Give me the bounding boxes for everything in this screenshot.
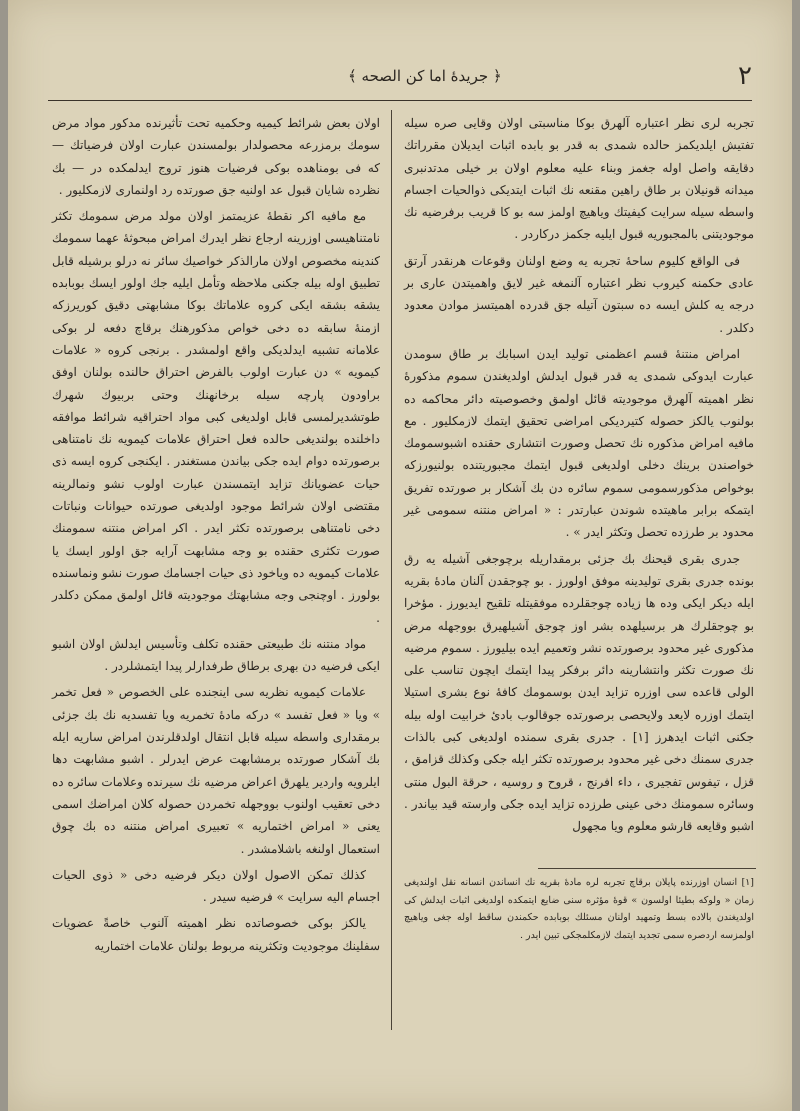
paragraph: امراض منتنهٔ قسم اعظمنى توليد ايدن اسبابك بر طاق سومدن عبارت ايدوكى شمدى يه قدر قبول ايدلش اولديغندن سموم مذكورهٔ نظر اهميته آلهرق موجوديته قائل اولمق وخصوصيته دائر محاكمه ده بولنوب يالكز حصوله كتيرديكى امراضى تحقيق ايتمك لازمكليور . مع مافيه امراض مذكوره نك تحصل وصورت انتشارى حقنده اشبوسمومك خواصندن برينك دخلى اولديغى قبول ايتمك مجبوريتنده بولنيورزكه بوخواص مذكورسمومى سموم سائره دن بك آشكار بر صورتده تفريق ايتمكه برابر ماهيتده شوندن عبارتدر : « امراض منتنه سمومى غير محدود بر طرزده تحصل وتكثر ايدر » . xyxy=(404,346,754,540)
paragraph: فى الواقع كليوم ساحهٔ تجربه يه وضع اولنان وقوعات هرنقدر آرتق عادى حكمنه كيروب نظر اعتباره آلنمغه غير لايق واهميتدن عارى بر درجه يه كلش ايسه ده سبتون آتيله جق قدرده اهميتسز موادن معدود دكلدر . xyxy=(404,253,754,335)
column-divider xyxy=(391,110,392,1030)
paragraph: جدرى بقرى قيحنك بك جزئى برمقداريله برچوجغى آشيله يه رق بونده جدرى بقرى توليدينه موفق اولورز . بو چوجقدن آلنان مادهٔ بقريه ايله ديكر ايكى وده ها زياده چوجقلرده موفقيتله تلقيح ايديورز . مؤخرا بو چوجقلرك هر برسيلهده بشر اوز چوجق آشيلهيرق بووجهله مرض مذكورى غير محدود برصورتده نشر وتعميم ايده بيليورز . سموم مرضيه نك صورت تكثر وانتشارينه دائر برفكر پيدا ايتمك ايچون تناسب على الولى قاعده سى اوزره تزايد ايدن بوسمومك كافهٔ نوع بشرى استيلا ايتمك اوزره لايعد ولايحصى برصورتده جوقالوب بادىٔ خرابيت اوله بيله جكنى اثبات ايدهرز [١] . جدرى بقرى سمنده اولديغى كبى بالذات جدرى سمنك دخى غير محدود برصورتده تكثر ايله جكى وكذلك قزامق ، قزل ، تيفوس تفجيرى ، داء افرنج ، قروح و روسيه ، حرقة البول منتى وسائره سمومنك دخى عينى طرزده تزايد ايده جكى وارسته قيد بياندر . اشبو وقايعه قارشو معلوم ويا مجهول xyxy=(404,551,755,834)
right-column xyxy=(404,112,754,842)
page-header xyxy=(48,56,752,96)
paragraph: علامات كيمويه نظريه سى اينجنده على الخصوص « فعل تخمر » ويا « فعل تفسد » دركه مادهٔ تخمريه ويا تفسديه نك بك جزئى برمقدارى واسطه سيله قابل انتقال اولدقلرندن امراض ساريه ايله بك آشكار صورتده برمشابهت عرض ايدرلر . اشبو مشابهت دها ايلرويه واردير يلهرق اعراض مرضيه نك سيرنده وعلامات سائره ده دخى تعقيب اولنوب بووجهله تخمردن حصوله كلان امراضك اسمى يعنى « امراض اختماريه » تعبيرى امراض منتنه ده بك چوق استعمال اولنغه باشلامشدر . xyxy=(52,685,380,856)
footnote-rule xyxy=(538,868,756,869)
footnote-text: [١] انسان اوزرنده پايلان برقاچ تجربه لره مادهٔ بقريه نك انساندن انسانه نقل اولنديغى زمان « ولوكه بطيئا اولسون » قوهٔ مؤثره سنى ضايع ايتمكده اولديغى اثبات ايدلش كى اولديغندن بالاده بسط وتمهيد اولنان مسئلك بوبابده حكمندن ساقط اوله جغى وياهيچ اولمزسه اردصره سمى تجديد ايتمك لازمكلمجكى تبين ايدر . xyxy=(404,877,754,941)
footnote xyxy=(404,874,754,944)
running-title: ﴿ جريدهٔ اما كن الصحه ﴾ xyxy=(348,67,502,85)
newspaper-page xyxy=(8,0,792,1111)
paragraph: تجربه لرى نظر اعتباره آلهرق بوكا مناسبتى اولان وقايى صره سيله تفتيش ايلديكمز حالده شمدى به قدر بو بابده اثبات ايديلان مقرراتك دقايقه واصل اوله جغمز وبناء عليه معلوم اولان بر خيلى مدتدنبرى ميدانه قونيلان بر طاق راهين مقنعه نك اثبات ايتديكى ذوالحيات اجسام واسطه سيله سرايت كيفيتك وياهيچ اولمز سه بو كا قريب برفرضيه نك موجوديتنى بالمجبوريه قبول ايليه جكمز دركاردر . xyxy=(404,116,754,242)
page-number: ٢ xyxy=(738,61,752,91)
paragraph: اولان بعض شرائط كيميه وحكميه تحت تأثيرنده مدكور مواد مرض سومك برمزرعه محصولدار بولمسندن عبارت اولان فرضياتك — كه فى بومناهده بوكى فرضيات هنوز تروج ايدلمكده در — بك نظرده شايان قبول عد اولنيه جق صورتده رد اولنمارى لازمكليور . xyxy=(52,116,380,197)
paragraph: مع مافيه اكر نقطهٔ عزيمتمز اولان مولد مرض سمومك تكثر نامتناهيسى اوزرينه ارجاع نظر ايدرك امراض مبحوثهٔ عهما سمومك كندينه مخصوص اولان مارالذكر خواصيك سائر نه درلو برشيله قابل تطبيق اوله بيله جكنى ملاحظه وتأمل ايليه جك اولور ايسك بوبابده يشقه بشقه ايكى كروه علاماتك بوكا مشابهتى دقيق كوريرزكه ازمنهٔ سابقه ده دخى خواص مذكورهنك برقاچ دفعه لر بوكى علامانه تشبيه ايدلديكى واقع اولمشدر . برنجى كروه « علامات كيمويه » دن عبارت اولوب بالفرض احتراق حالنده بولنان اوفق براودون پارچه سيله برخانهنك وحتى بربيوك شهرك طوتشديرلمسى قابل اولديغى كبى مواد احتراقيه شرائط موافقه داخلنده بولنديغى حالده فعل احتراق علامات كيمويه نك نامتناهى برصورتده دوام ايده جكى بياندن مستغندر . ايكنجى كروه ايسه ذى حيات عضويانك تزايد ايتمسندن عبارت اولوب نشو ونمالرينه مقتضى اولان شرائط موجود اولديغى صورتده حيوانات ونباتات دخى نامتناهى برصورتده تكثر ايدر . اكر امراض منتنه سمومنك صورت تكثرى حقنده بو وجه مشابهت آرايه جق اولور ايسك يا علامات كيمويه ده وياخود ذى حيات اجسامك صورت نشو ونماسنده بولورز . اوچنجى وجه مشابهتك موجوديته قائل اولمق ممكن دكلدر . xyxy=(52,209,380,625)
left-column xyxy=(52,112,380,961)
paragraph: مواد منتنه نك طبيعتى حقنده تكلف وتأسيس ايدلش اولان اشبو ايكى فرضيه دن بهرى برطاق طرفدارلر پيدا ايتمشلردر . xyxy=(52,636,380,674)
paragraph: يالكز بوكى خصوصاتده نظر اهميته آلنوب خاصةً عضويات سفلينك موجوديت وتكثرينه مربوط بولنان علامات اختماريه xyxy=(52,916,380,953)
header-rule xyxy=(48,100,752,101)
paragraph: كذلك تمكن الاصول اولان ديكر فرضيه دخى « ذوى الحيات اجسام اليه سرايت » فرضيه سيدر . xyxy=(52,867,380,905)
